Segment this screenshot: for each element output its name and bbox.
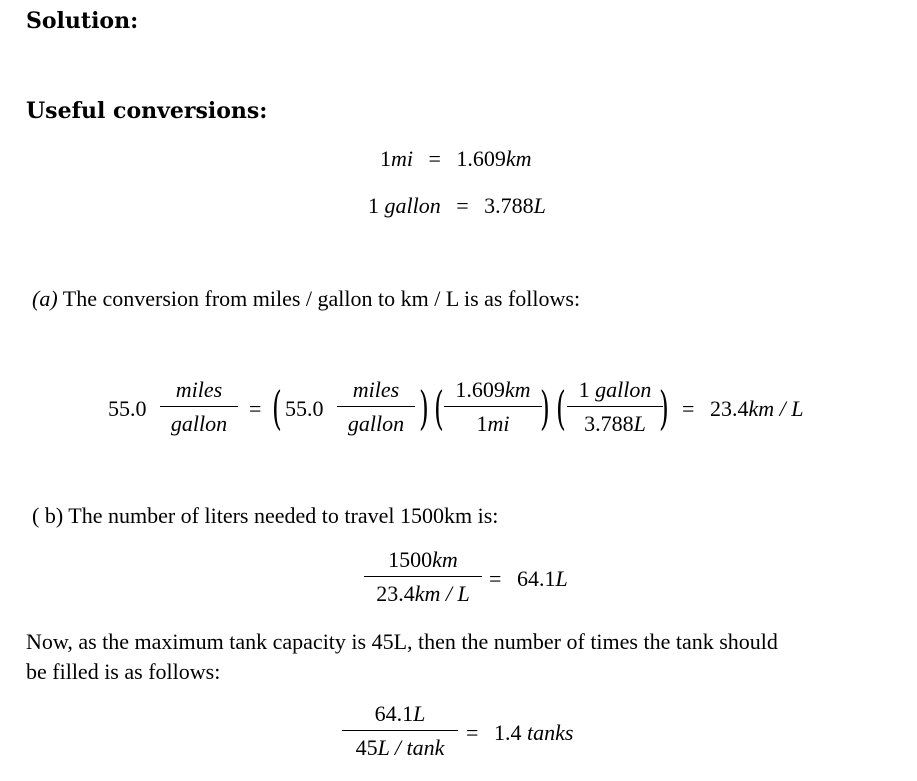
unit: mi: [391, 146, 413, 171]
result: [517, 566, 568, 592]
part-a-label: (a): [32, 286, 58, 311]
lhs-fraction: [160, 377, 238, 437]
tanks-fraction: [342, 701, 458, 761]
unit: km / L: [414, 581, 470, 606]
fraction-bar: [160, 406, 238, 407]
result: [710, 396, 804, 422]
p2-fraction: [444, 377, 542, 437]
unit: km: [504, 377, 531, 402]
right-paren: ): [419, 381, 429, 435]
fraction-numerator: [364, 547, 482, 573]
p1-value: 55.0: [285, 396, 324, 421]
value: 1500: [388, 547, 433, 572]
equals-sign: =: [428, 146, 441, 171]
left-paren: (: [556, 381, 566, 435]
unit: L: [413, 701, 426, 726]
unit: km: [505, 146, 532, 171]
conversion-mi-km: [380, 146, 532, 172]
paragraph-line: Now, as the maximum tank capacity is 45L, then the number of times the tank should: [26, 629, 778, 654]
equals-sign: =: [249, 396, 262, 421]
unit: L: [633, 411, 646, 436]
value: 23.4: [710, 396, 749, 421]
fraction-bar: [444, 406, 542, 407]
value: 64.1: [517, 566, 556, 591]
value: 1.4: [494, 720, 527, 745]
equals-sign: =: [466, 720, 479, 745]
unit: L: [533, 193, 546, 218]
fraction-denominator: [364, 581, 482, 607]
fraction-denominator: gallon: [170, 411, 228, 436]
unit: mi: [487, 411, 510, 436]
value: 1.609: [456, 146, 506, 171]
solution-heading: Solution:: [26, 8, 139, 34]
unit: L: [555, 566, 568, 591]
fraction-denominator: [444, 411, 542, 437]
value: 3.788: [584, 411, 634, 436]
fraction-numerator: [444, 377, 542, 403]
unit: gallon: [384, 193, 441, 218]
conversion-gallon-liter: [368, 193, 546, 219]
unit: km: [432, 547, 458, 572]
fraction-denominator: gallon: [347, 411, 405, 436]
fraction-denominator: [567, 411, 663, 437]
useful-conversions-heading: Useful conversions:: [26, 98, 268, 124]
value: 1: [368, 193, 385, 218]
unit: tanks: [527, 720, 574, 745]
fraction-bar: [342, 730, 458, 731]
right-paren: ): [540, 381, 550, 435]
fraction-bar: [567, 406, 663, 407]
fraction-numerator: [342, 701, 458, 727]
part-b-intro: ( b) The number of liters needed to travel 1500km is:: [32, 503, 499, 528]
part-a-text: The conversion from miles / gallon to km / L is as follows:: [57, 286, 581, 311]
paragraph-line: be filled is as follows:: [26, 659, 221, 684]
p1-fraction: [337, 377, 415, 437]
equals-sign: =: [456, 193, 469, 218]
equals-sign: =: [489, 566, 502, 591]
fraction-denominator: [342, 735, 458, 761]
fraction-bar: [337, 406, 415, 407]
fraction-numerator: miles: [352, 377, 400, 402]
left-paren: (: [272, 381, 282, 435]
lhs-value: 55.0: [108, 396, 147, 421]
fraction-numerator: [567, 377, 663, 403]
unit: gallon: [595, 377, 652, 402]
liters-fraction: [364, 547, 482, 607]
fraction-bar: [364, 576, 482, 577]
value: 23.4: [376, 581, 415, 606]
value: 1: [578, 377, 596, 402]
unit: km / L: [748, 396, 804, 421]
tank-paragraph: [26, 627, 906, 687]
equals-sign: =: [682, 396, 695, 421]
value: 64.1: [374, 701, 414, 726]
result: [494, 720, 573, 746]
value: 45: [355, 735, 378, 760]
left-paren: (: [434, 381, 444, 435]
fraction-numerator: miles: [175, 377, 223, 402]
part-a-intro: [32, 286, 580, 312]
value: 1: [476, 411, 488, 436]
unit: L / tank: [377, 735, 445, 760]
value: 1.609: [455, 377, 505, 402]
right-paren: ): [659, 381, 669, 435]
value: 1: [380, 146, 391, 171]
p3-fraction: [567, 377, 663, 437]
value: 3.788: [484, 193, 534, 218]
